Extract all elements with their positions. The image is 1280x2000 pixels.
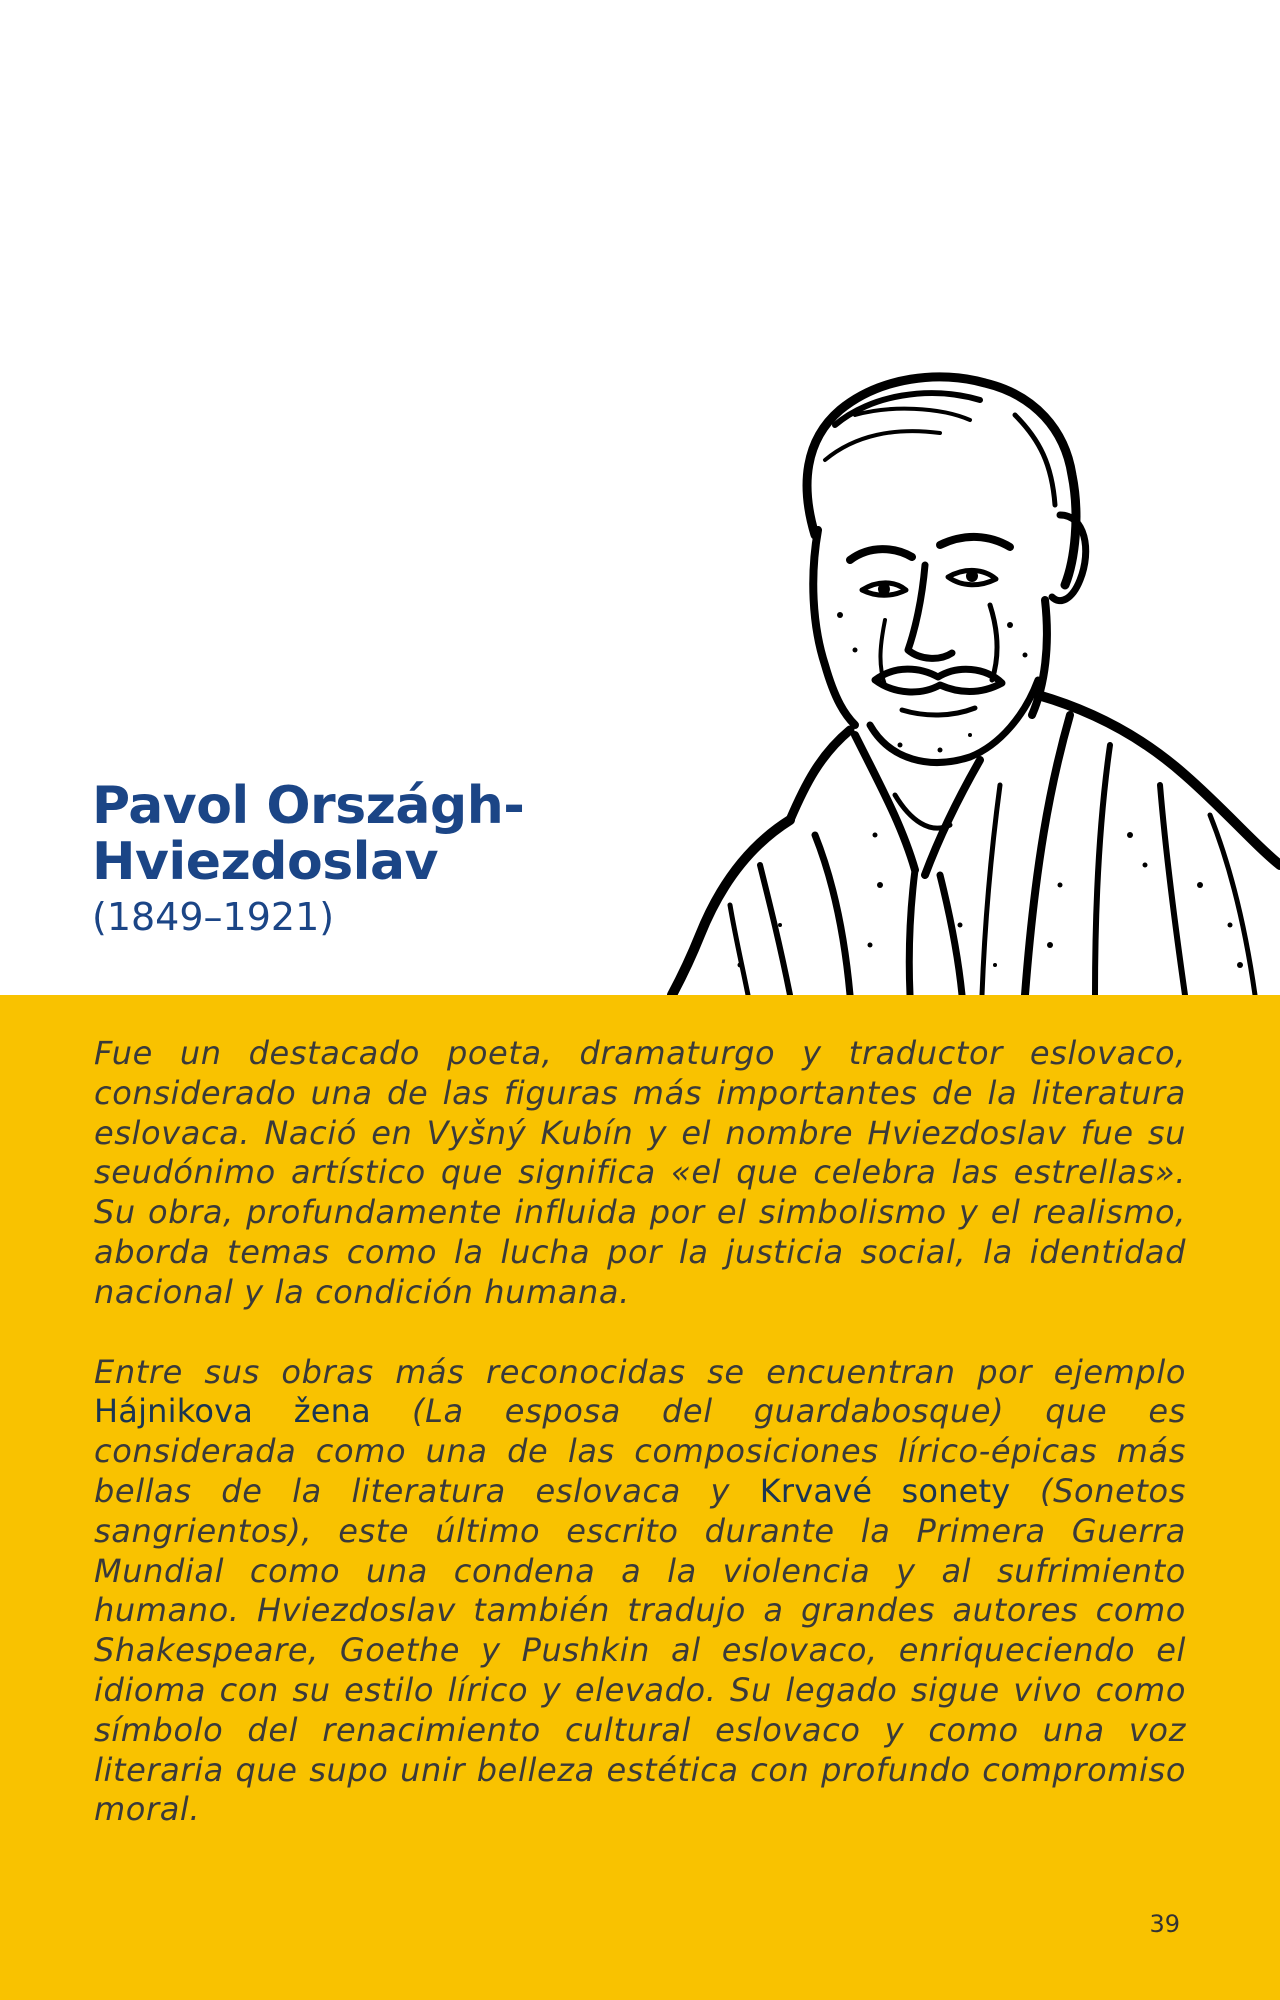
biography-text [94,1034,1186,1830]
work-title-hajnikova-zena: Hájnikova žena [94,1392,371,1431]
paragraph-works [94,1353,1186,1831]
works-text-3: (Sonetos sangrientos), este último escrito durante la Primera Guerra Mundial como una condena a la violencia y al sufrimiento humano. Hviezdoslav también tradujo a grandes autores como Shakespeare, Goethe y Pushkin al eslovaco, enriqueciendo el idioma con su estilo lírico y elevado. Su legado sigue vivo como símbolo del renacimiento cultural eslovaco y como una voz literaria que supo unir belleza estética con profundo compromiso moral. [94,1471,1186,1829]
page-number: 39 [1149,1910,1180,1938]
paragraph-intro: Fue un destacado poeta, dramaturgo y traductor eslovaco, considerado una de las figuras más importantes de la literatura eslovaca. Nació en Vyšný Kubín y el nombre Hviezdoslav fue su seudónimo artístico que significa «el que celebra las estrellas». Su obra, profundamente influida por el simbolismo y el realismo, aborda temas como la lucha por la justicia social, la identidad nacional y la condición humana. [94,1034,1186,1311]
portrait-sketch-icon [640,365,1280,995]
works-text-2: (La esposa del guardabosque) que es considerada como una de las composiciones lírico-épicas más bellas de la literatura eslovaca y [94,1392,1186,1510]
work-title-krvave-sonety: Krvavé sonety [759,1471,1011,1510]
title-line-2: Hviezdoslav [92,832,438,892]
title-block [92,778,612,942]
page-title [92,778,612,890]
title-line-1: Pavol Országh- [92,776,525,836]
works-text-1: Entre sus obras más reconocidas se encuentran por ejemplo [94,1352,1186,1391]
life-dates: (1849–1921) [92,895,335,939]
